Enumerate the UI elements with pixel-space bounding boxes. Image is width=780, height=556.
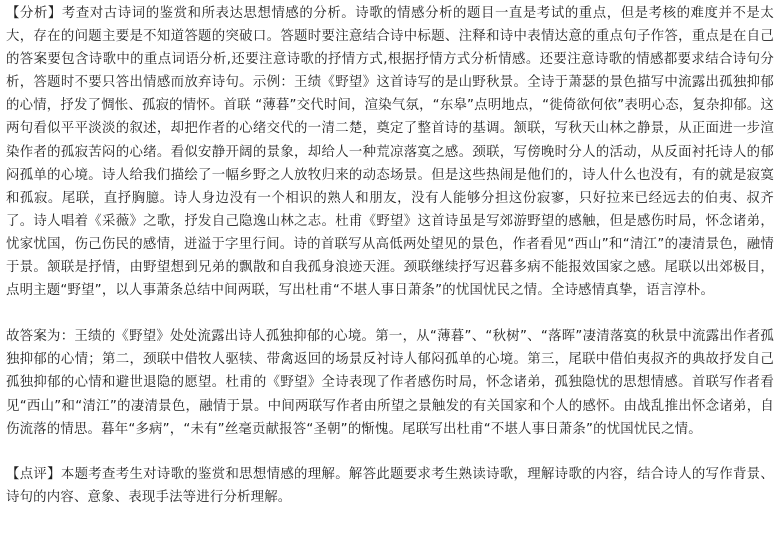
paragraph-spacer [6, 302, 774, 324]
answer-paragraph: 故答案为：王绩的《野望》处处流露出诗人孤独抑郁的心境。第一，从“薄暮”、“秋树”、“落晖”凄清落寞的秋景中流露出作者孤独抑郁的心情；第二，颈联中借牧人驱犊、带禽返回的场景反衬诗人郁闷孤单的心境。第三，尾联中借伯夷叔齐的典故抒发自己孤独抑郁的心情和避世退隐的愿望。杜甫的《野望》全诗表现了作者感伤时局，怀念诸弟，孤独隐忧的思想情感。首联写作者看见“西山”和“清江”的凄清景色，融情于景。中间两联写作者由所望之景触发的有关国家和个人的感怀。由战乱推出怀念诸弟，自伤流落的情思。暮年“多病”，“未有”丝毫贡献报答“圣朝”的惭愧。尾联写出杜甫“不堪人事日萧条”的忧国忧民之情。 [6, 329, 774, 437]
paragraph-spacer [6, 441, 774, 463]
analysis-paragraph: 【分析】考查对古诗词的鉴赏和所表达思想情感的分析。诗歌的情感分析的题目一直是考试的重点，但是考核的难度并不是太大，存在的问题主要是不知道答题的突破口。答题时要注意结合诗中标题、注释和诗中表情达意的重点句子作答，重点是在自己的答案要包含诗歌中的重点词语分析,还要注意诗歌的抒情方式,根据抒情方式分析情感。还要注意诗歌的情感都要求结合诗句分析，答题时不要只答出情感而放弃诗句。示例：王绩《野望》这首诗写的是山野秋景。全诗于萧瑟的景色描写中流露出孤独抑郁的心情，抒发了惆怅、孤寂的情怀。首联 “薄暮”交代时间，渲染气氛，“东皋”点明地点，“徙倚欲何依”表明心态，复杂抑郁。这两句看似平平淡淡的叙述，却把作者的心绪交代的一清二楚，奠定了整首诗的基调。颔联，写秋天山林之静景，从正面进一步渲染作者的孤寂苦闷的心绪。看似安静开阔的景象，却给人一种荒凉落寞之感。颈联，写傍晚时分人的活动，从反面衬托诗人的郁闷孤单的心境。诗人给我们描绘了一幅乡野之人放牧归来的动态场景。但是这些热闹是他们的，诗人什么也没有，有的就是寂寞和孤寂。尾联，直抒胸臆。诗人身边没有一个相识的熟人和朋友，没有人能够分担这份寂寥，只好拉来已经远去的伯夷、叔齐了。诗人唱着《采薇》之歌，抒发自己隐逸山林之志。杜甫《野望》这首诗虽是写郊游野望的感触，但是感伤时局，怀念诸弟，忧家忧国，伤己伤民的感情，迸溢于字里行间。诗的首联写从高低两处望见的景色，作者看见“西山”和“清江”的凄清景色，融情于景。颔联是抒情，由野望想到兄弟的飘散和自我孤身浪迹天涯。颈联继续抒写迟暮多病不能报效国家之感。尾联以出郊极目，点明主题“野望”，以人事萧条总结中间两联，写出杜甫“不堪人事日萧条”的忧国忧民之情。全诗感情真挚，语言淳朴。 [6, 6, 774, 299]
comment-paragraph: 【点评】本题考查考生对诗歌的鉴赏和思想情感的理解。解答此题要求考生熟读诗歌，理解诗歌的内容，结合诗人的写作背景、诗句的内容、意象、表现手法等进行分析理解。 [6, 466, 774, 505]
